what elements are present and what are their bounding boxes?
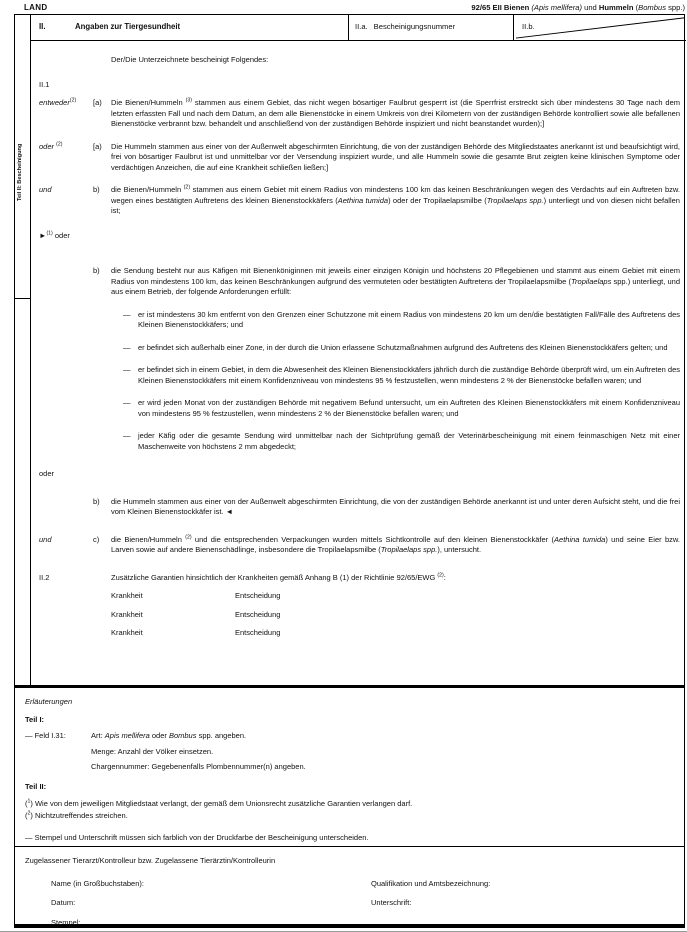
name-field-label: Name (in Großbuchstaben): — [51, 878, 144, 888]
row-text — [111, 80, 686, 91]
iia-label: II.a. — [355, 22, 368, 31]
clause-entweder-a — [31, 98, 686, 130]
footnote-2: ($^2$) Nichtzutreffendes streichen. — [25, 810, 128, 820]
row-label: II.1 — [39, 79, 50, 89]
date-field-label: Datum: — [51, 898, 76, 907]
row-text — [111, 591, 686, 602]
strip-divider — [15, 298, 30, 299]
row-label — [31, 431, 93, 452]
row-marker — [93, 610, 111, 621]
row-label — [31, 365, 93, 386]
signature-fields — [25, 879, 674, 929]
row-text: er befindet sich außerhalb einer Zone, in der durch die Union erlassene Schutzmaßnahmen aufgrund des Auftretens des Kleinen Bienenstockkäfers gelten; und — [138, 342, 668, 352]
field-i31-art: Art: Apis mellifera oder Bombus spp. angeben. — [91, 731, 247, 740]
row-marker — [93, 628, 111, 639]
decision-label: Entscheidung — [235, 591, 281, 600]
part2-vertical-label: Teil II: Bescheinigung — [17, 143, 23, 201]
row-label: und — [39, 185, 52, 194]
certificate-number-cell — [349, 15, 514, 40]
qualification-field-label: Qualifikation und Amtsbezeichnung: — [371, 878, 491, 888]
row-label — [31, 591, 93, 602]
clause-oder-a — [31, 142, 686, 174]
stamp-color-note: — Stempel und Unterschrift müssen sich farblich von der Druckfarbe der Bescheinigung unterscheiden. — [25, 833, 369, 842]
field-i31-menge: Menge: Anzahl der Völker einsetzen. — [91, 746, 214, 756]
stamp-field-label: Stempel: — [51, 917, 81, 927]
iib-cell — [514, 15, 686, 40]
diagonal-strike-line — [514, 15, 686, 40]
part2-heading: Teil II: — [25, 781, 47, 791]
health-info-cell — [31, 15, 349, 40]
disease-label: Krankheit — [111, 628, 143, 637]
row-marker: b) — [93, 496, 100, 506]
field-i31-lines — [91, 731, 306, 778]
field-i31-label: — Feld I.31: — [25, 731, 66, 740]
row-text: die Bienen/Hummeln $^{(2)}$ stammen aus einem Gebiet mit einem Radius von mindestens 100 km das keinen Beschränkungen wegen des Verdachts auf ein Auftreten bzw. wegen eines bestätigten Auftretens des kleinen Bienenstockkäfers (Aethina tumida) oder der Tropilaelapsmilbe (Tropilaelaps spp.) unterliegt und von diesen nicht befallen ist; — [111, 184, 680, 215]
row-marker: — — [123, 398, 131, 407]
disease-row — [31, 591, 686, 602]
condition-distance — [31, 310, 686, 331]
header-row — [31, 15, 686, 41]
disease-row — [31, 610, 686, 621]
section-II2 — [31, 573, 686, 584]
disease-label: Krankheit — [111, 591, 143, 600]
signature-field-label: Unterschrift: — [371, 898, 412, 907]
row-text: Die Bienen/Hummeln $^{(3)}$ stammen aus einem Gebiet, das nicht wegen bösartiger Faulbrut gesperrt ist (die Sperrfrist erstreckt sich über mindestens 30 Tage nach dem letzten erfassten Fall und nach dem Datum, an dem alle Bienenstöcke in einem Umkreis von drei Kilometern von der zuständigen Behörde kontrolliert sowie alle befallenen Bienenstöcke verbrannt bzw. behandelt und anschließend von der zuständigen Behörde inspiziert und nicht beanstandet wurden);] — [111, 97, 681, 128]
row-label — [31, 610, 93, 621]
signature-row — [25, 918, 674, 929]
explanations-title: Erläuterungen — [25, 697, 73, 706]
signature-row — [25, 879, 674, 890]
document-title: 92/65 EII Bienen (Apis mellifera) und Hummeln (Bombus spp.) — [471, 3, 685, 12]
row-marker: — — [123, 431, 131, 440]
intro-statement — [31, 55, 686, 66]
decision-label: Entscheidung — [235, 628, 281, 637]
certificate-rows — [31, 41, 686, 685]
row-marker: b) — [93, 266, 100, 275]
row-label — [31, 55, 93, 66]
clause-und-b — [31, 185, 686, 217]
disease-label: Krankheit — [111, 609, 143, 619]
condition-zone — [31, 343, 686, 354]
iib-label: II.b. — [522, 22, 535, 31]
amendment-marker-oder — [31, 231, 686, 242]
row-label: II.2 — [39, 572, 50, 582]
row-marker: c) — [93, 534, 100, 544]
row-marker — [93, 591, 111, 602]
signature-row — [25, 898, 674, 909]
footnote-1: ($^1$) Wie von dem jeweiligen Mitgliedstaat verlangt, der gemäß dem Unionsrecht zusätzliche Garantien verlangen darf. — [25, 798, 413, 808]
row-text: Zusätzliche Garantien hinsichtlich der Krankheiten gemäß Anhang B (1) der Richtlinie 92/65/EWG $^{(2)}$: — [111, 572, 446, 582]
row-marker: [a) — [93, 98, 102, 107]
part2-side-strip — [15, 15, 31, 685]
signature-section — [15, 846, 684, 929]
disease-row — [31, 628, 686, 639]
row-text: die Hummeln stammen aus einer von der Außenwelt abgeschirmten Einrichtung, die von der zuständigen Behörde anerkannt ist und unter deren Aufsicht steht, und die frei vom Kleinen Bienenstockkäfer ist. ◄ — [111, 496, 680, 516]
row-text: er wird jeden Monat von der zuständigen Behörde mit negativem Befund untersucht, um ein Auftreten des Kleinen Bienenstockkäfers mit einem Konfidenzniveau von mindestens 95 % festzustellen, wenn mindestens 2 % der Bienenstöcke befallen waren; und — [138, 398, 680, 418]
field-i31-charge: Chargennummer: Gegebenenfalls Plombennummer(n) angeben. — [91, 762, 306, 771]
row-marker — [93, 231, 111, 242]
row-text: die Sendung besteht nur aus Käfigen mit Bienenköniginnen mit jeweils einer einzigen Königin und höchstens 20 Pflegebienen und stammt aus einem Gebiet mit einem Radius von mindestens 100 km, das keinen Beschränkungen aufgrund des vermuteten oder bestätigten Auftretens der Tropilaelapsmilbe (Tropilaelaps spp.) unterliegt, und aus einem Betrieb, der folgende Anforderungen erfüllt: — [111, 266, 680, 296]
row-text: Die Hummeln stammen aus einer von der Außenwelt abgeschirmten Einrichtung, die von der zuständigen Behörde des Mitgliedstaates anerkannt ist und beaufsichtigt wird, frei von bösartiger Faulbrut ist und unmittelbar vor der Versendung inspiziert wurde, und alle Hummeln sowie die gesamte Brut zeigten keine klinischen Symptome oder verdächtigen Anzeichen, die auf eine Krankheit schließen ließen;] — [111, 141, 680, 172]
row-marker: — — [123, 365, 131, 374]
row-marker: — — [123, 309, 131, 319]
row-text — [111, 610, 686, 621]
row-text: er befindet sich in einem Gebiet, in dem die Abwesenheit des Kleinen Bienenstockkäfers jährlich durch die zuständige Behörde überprüft wird, um ein Auftreten des Kleinen Bienenstockkäfers mit einem Konfidenzniveau von mindestens 95 % festzustellen, wenn mindestens 2 % der Bienenstöcke befallen waren; und — [138, 365, 680, 385]
condition-survey — [31, 365, 686, 386]
row-marker: — — [123, 342, 131, 352]
row-label: oder $^{(2)}$ — [39, 141, 63, 151]
section-title: Angaben zur Tiergesundheit — [75, 22, 181, 31]
row-label: und — [39, 534, 52, 544]
oder-separator — [31, 469, 686, 480]
section-number: II. — [39, 22, 46, 31]
row-marker — [93, 80, 111, 91]
row-text: jeder Käfig oder die gesamte Sendung wird unmittelbar nach der Sichtprüfung gemäß der Veterinärbescheinigung mit einem feinmaschigen Netz mit einer Maschenweite von höchstens 2 mm abgedeckt; — [138, 431, 680, 451]
row-text: er ist mindestens 30 km entfernt von den Grenzen einer Schutzzone mit einem Radius von mindestens 20 km um den/die bestätigten Fall/Fälle des Auftretens des Kleinen Bienenstockkäfers; und — [138, 309, 680, 329]
country-label: LAND — [24, 3, 48, 12]
row-text: die Bienen/Hummeln $^{(2)}$ und die entsprechenden Verpackungen wurden mittels Sichtkontrolle auf den kleinen Bienenstockkäfer (Aethina tumida) und seine Eier bzw. Larven sowie auf andere Bienenschädlinge, insbesondere die Tropilaelapsmilbe (Tropilaelaps spp.), untersucht. — [111, 534, 680, 554]
empty-cell — [371, 918, 674, 929]
row-label: oder — [39, 469, 55, 478]
row-label: entweder$^{(2)}$ — [39, 97, 77, 107]
row-label — [31, 343, 93, 354]
row-text — [111, 628, 686, 639]
clause-und-c — [31, 535, 686, 556]
row-marker: b) — [93, 185, 100, 194]
decision-label: Entscheidung — [235, 609, 281, 619]
row-text — [111, 469, 686, 480]
row-marker — [93, 573, 111, 584]
row-marker: [a) — [93, 141, 102, 151]
row-label: ►$^{(1)}$ oder — [39, 230, 70, 240]
row-text — [111, 231, 686, 242]
condition-monthly — [31, 398, 686, 419]
row-marker — [93, 55, 111, 66]
iia-title: Bescheinigungsnummer — [373, 22, 456, 31]
row-label — [31, 310, 93, 331]
clause-b-sendung — [31, 266, 686, 298]
section-II1 — [31, 80, 686, 91]
row-label — [31, 497, 93, 518]
condition-net — [31, 431, 686, 452]
explanations-section — [15, 685, 684, 846]
certificate-frame — [14, 14, 685, 928]
clause-b-hummeln — [31, 497, 686, 518]
row-label — [31, 628, 93, 639]
field-i31-block — [25, 731, 674, 778]
part1-heading: Teil I: — [25, 714, 45, 724]
row-marker — [93, 469, 111, 480]
row-text: Der/Die Unterzeichnete bescheinigt Folgendes: — [111, 55, 269, 64]
row-label — [31, 266, 93, 298]
signature-title: Zugelassener Tierarzt/Kontrolleur bzw. Zugelassene Tierärztin/Kontrolleurin — [25, 856, 276, 865]
row-label — [31, 398, 93, 419]
